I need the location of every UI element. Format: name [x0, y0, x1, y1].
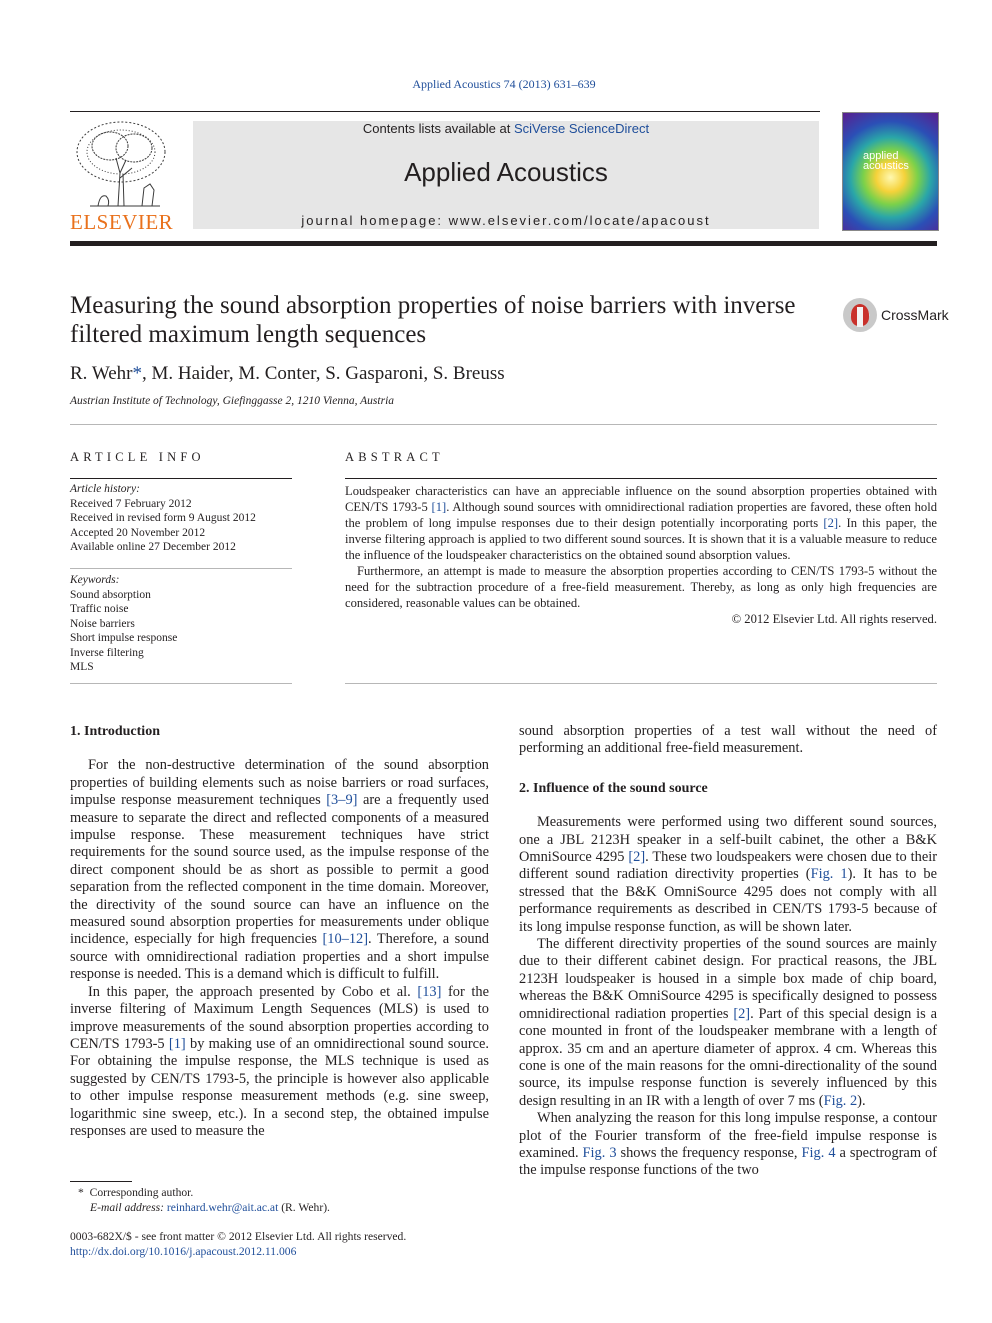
header-thick-rule	[70, 241, 937, 246]
history-item: Received 7 February 2012	[70, 497, 192, 510]
paragraph-continuation: sound absorption properties of a test wall without the need of performing an additional free-field measurement.	[519, 723, 937, 757]
legal-block	[70, 1230, 670, 1259]
footnote-rule	[70, 1181, 132, 1182]
crossmark-label[interactable]: CrossMark	[881, 307, 949, 323]
abstract-rule	[345, 478, 937, 479]
cover-title: applied acoustics	[863, 150, 909, 172]
keyword-item: Sound absorption	[70, 588, 151, 601]
article-title: Measuring the sound absorption properties of noise barriers with inverse filtered maximum length sequences	[70, 292, 796, 348]
article-history: Article history: Received 7 February 2012 Received in revised form 9 August 2012 Accepted 20 November 2012 Available online 27 December 2012	[70, 482, 292, 555]
journal-citation[interactable]: Applied Acoustics 74 (2013) 631–639	[412, 77, 596, 91]
keyword-item: Inverse filtering	[70, 646, 144, 659]
keywords-block: Keywords: Sound absorption Traffic noise Noise barriers Short impulse response Inverse filtering MLS	[70, 573, 292, 675]
journal-homepage[interactable]: journal homepage: www.elsevier.com/locate/apacoust	[301, 213, 711, 228]
ref-link[interactable]: [1]	[168, 1035, 186, 1052]
ref-link[interactable]: [2]	[628, 849, 646, 866]
ref-link[interactable]: [3–9]	[326, 792, 358, 809]
figure-link[interactable]: Fig. 1	[810, 866, 848, 883]
history-item: Available online 27 December 2012	[70, 541, 236, 553]
history-item: Accepted 20 November 2012	[70, 526, 206, 539]
doi-link[interactable]: http://dx.doi.org/10.1016/j.apacoust.2012.11.006	[70, 1244, 297, 1258]
keyword-item: Noise barriers	[70, 617, 135, 630]
crossmark-icon[interactable]	[843, 298, 877, 332]
section-heading: 1. Introduction	[70, 724, 160, 739]
issn-line: 0003-682X/$ - see front matter © 2012 Elsevier Ltd. All rights reserved.	[70, 1230, 407, 1243]
keywords-rule	[70, 683, 292, 684]
ref-link[interactable]: [2]	[823, 516, 839, 530]
history-item: Received in revised form 9 August 2012	[70, 512, 256, 524]
elsevier-wordmark: ELSEVIER	[70, 210, 174, 234]
abstract-heading: ABSTRACT	[345, 450, 444, 464]
ref-link[interactable]: [2]	[733, 1005, 751, 1022]
abstract-body: Loudspeaker characteristics can have an appreciable influence on the sound absorption properties obtained with CEN/TS 1793-5 [1]. Although sound sources with omnidirectional radiation properties are favored, these often hold the problem of long impulse responses due to their design potentially incorporating ports [2]. In this paper, the inverse filtering approach is applied to two different sound sources. It is shown that it is a valuable measure to reduce the influence of the loudspeaker characteristics on the obtained sound absorption values. Furthermore, an attempt is made to measure the absorption properties according to CEN/TS 1793-5 without the need for the subtraction procedure of a free-field measurement. Thereby, as long as only high frequencies are considered, reasonable values can be obtained. © 2012 Elsevier Ltd. All rights reserved.	[345, 484, 937, 626]
footnote: * Corresponding author. E-mail address: reinhard.wehr@ait.ac.at (R. Wehr).	[78, 1186, 330, 1214]
author-email-link[interactable]: reinhard.wehr@ait.ac.at	[166, 1201, 279, 1214]
body-column-left: 1. Introduction For the non-destructive determination of the sound absorption properties of building elements such as noise barriers or road surfaces, impulse response measurement techniques [3–9] are a frequently used measure to separate the direct and reflected components of a measured impulse response. These measurement techniques have strict requirements for the sound source used, as the impulse response of the direct component should be as short as possible to permit a good separation from the reflected component in the time domain. Moreover, the directivity of the sound source can have an influence on the measured sound absorption properties for measurements under oblique incidence, especially for high frequencies [10–12]. Therefore, a sound source with omnidirectional radiation properties and a short impulse response is needed. This is a demand which is difficult to fulfill. In this paper, the approach presented by Cobo et al. [13] for the inverse filtering of Maximum Length Sequences (MLS) is used to improve measurements of the sound absorption properties according to CEN/TS 1793-5 [1] by making use of an omnidirectional sound source. For obtaining the impulse response, the MLS technique is used as suggested by CEN/TS 1793-5, the principle is however also applicable to other impulse response measurement methods (e.g. sine sweep, logarithmic sine sweep, etc.). In a second step, the obtained impulse responses are used to measure the	[70, 724, 489, 1139]
ref-link[interactable]: [13]	[417, 983, 442, 1000]
header-rule	[70, 111, 820, 112]
title-rule	[70, 424, 937, 425]
body-column-right: sound absorption properties of a test wall without the need of performing an additional free-field measurement. 2. Influence of the sound source Measurements were performed using two different sound sources, one a JBL 2123H speaker in a self-built cabinet, the other a B&K OmniSource 4295 [2]. These two loudspeakers were chosen due to their different sound radiation directivity properties (Fig. 1). It has to be stressed that the B&K OmniSource 4295 does not comply with all performance requirements as described in CEN/TS 1793-5 because of its long impulse response function, as will be shown later. The different directivity properties of the sound sources are mainly due to their different cabinet design. For practical reasons, the JBL 2123H loudspeaker is housed in a simple box made of chip board, whereas the B&K OmniSource 4295 is specifically designed to possess omnidirectional radiation properties [2]. Part of this special design is a cone mounted in front of the loudspeaker membrane with a length of approx. 35 cm and an aperture diameter of approx. 4 cm. Whereas this cone is one of the main reasons for the omni-directionality of the sound source, its impulse response function is severely influenced by this design resulting in an IR with a length of over 7 ms (Fig. 2). When analyzing the reason for this long impulse response, a contour plot of the Fourier transform of the free-field impulse response is examined. Fig. 3 shows the frequency response, Fig. 4 a spectrogram of the impulse response functions of the two	[519, 723, 937, 1179]
contents-line: Contents lists available at SciVerse ScienceDirect	[362, 121, 650, 136]
author-list: R. Wehr*, M. Haider, M. Conter, S. Gasparoni, S. Breuss	[70, 363, 505, 384]
abstract-end-rule	[345, 683, 937, 684]
history-rule	[70, 568, 292, 569]
keyword-item: Traffic noise	[70, 603, 129, 615]
figure-link[interactable]: Fig. 3	[582, 1144, 617, 1161]
sciencedirect-link[interactable]: SciVerse ScienceDirect	[513, 121, 650, 136]
corresponding-author-mark[interactable]: *	[132, 363, 143, 384]
journal-cover-image	[842, 112, 939, 231]
figure-link[interactable]: Fig. 2	[823, 1092, 858, 1109]
article-info-heading: ARTICLE INFO	[70, 450, 205, 464]
keyword-item: Short impulse response	[70, 632, 178, 644]
figure-link[interactable]: Fig. 4	[801, 1144, 836, 1161]
ref-link[interactable]: [1]	[431, 500, 447, 514]
keyword-item: MLS	[70, 661, 94, 673]
section-heading: 2. Influence of the sound source	[519, 780, 708, 796]
ref-link[interactable]: [10–12]	[322, 931, 369, 948]
affiliation: Austrian Institute of Technology, Giefinggasse 2, 1210 Vienna, Austria	[70, 395, 395, 407]
copyright: © 2012 Elsevier Ltd. All rights reserved.	[731, 612, 937, 626]
article-info-rule	[70, 478, 292, 479]
journal-title: Applied Acoustics	[404, 157, 608, 187]
